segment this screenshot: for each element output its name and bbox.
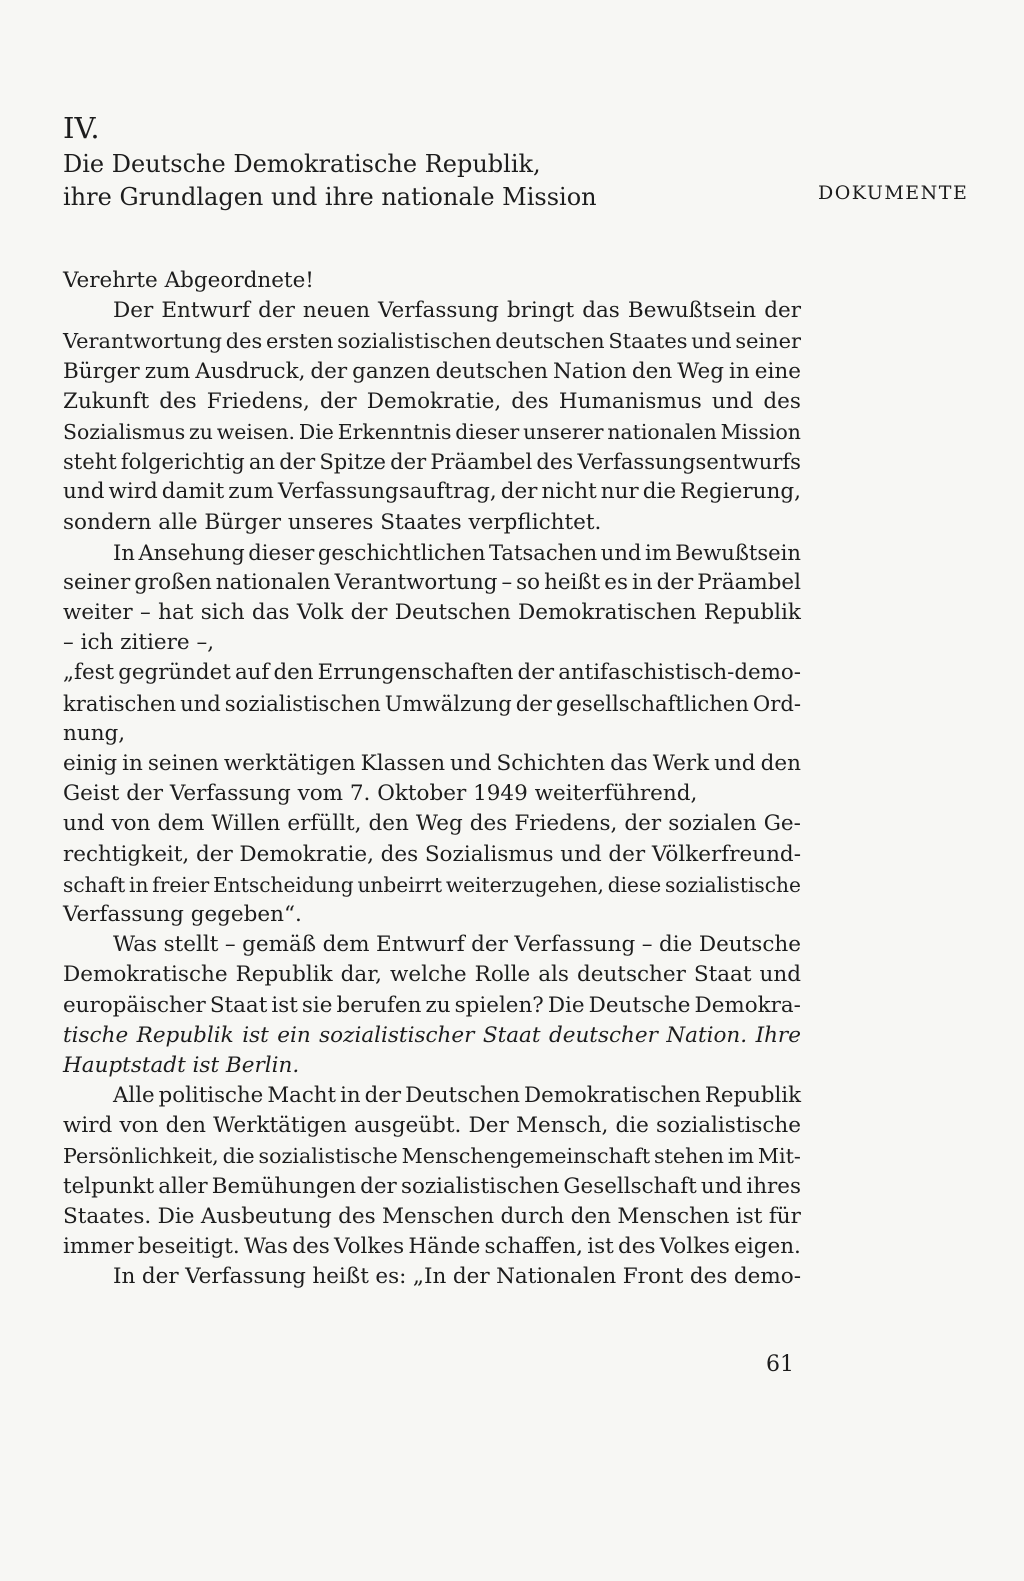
- text-line: Persönlichkeit, die sozialistische Menschengemeinschaft stehen im Mit-: [63, 1144, 801, 1169]
- text-line: und wird damit zum Verfassungsauftrag, der nicht nur die Regierung,: [63, 479, 801, 505]
- text-line: europäischer Staat ist sie berufen zu spielen? Die Deutsche Demokra-: [63, 992, 801, 1018]
- text-line: schaft in freier Entscheidung unbeirrt weiterzugehen, diese sozialistische: [63, 872, 801, 897]
- text-line: kratischen und sozialistischen Umwälzung der gesellschaftlichen Ord-: [63, 690, 801, 716]
- text-line: tische Republik ist ein sozialistischer Staat deutscher Nation. Ihre: [63, 1022, 801, 1048]
- text-line: weiter – hat sich das Volk der Deutschen Demokratischen Republik: [63, 600, 801, 626]
- text-line: Sozialismus zu weisen. Die Erkenntnis dieser unserer nationalen Mission: [63, 419, 801, 444]
- text-line: Alle politische Macht in der Deutschen Demokratischen Republik: [113, 1083, 801, 1109]
- chapter-title: [63, 148, 623, 214]
- text-line: nung,: [63, 720, 126, 746]
- section-label: DOKUMENTE: [818, 182, 969, 204]
- text-line: „fest gegründet auf den Errungenschaften der antifaschistisch-demo-: [63, 660, 801, 686]
- text-line: In der Verfassung heißt es: „In der Nationalen Front des demo-: [113, 1264, 801, 1290]
- text-line: Was stellt – gemäß dem Entwurf der Verfassung – die Deutsche: [113, 932, 801, 958]
- text-line: rechtigkeit, der Demokratie, des Sozialismus und der Völkerfreund-: [63, 841, 801, 867]
- text-line: Verehrte Abgeordnete!: [63, 268, 314, 293]
- chapter-title-line: Die Deutsche Demokratische Republik,: [63, 150, 541, 178]
- text-line: Geist der Verfassung vom 7. Oktober 1949 weiterführend,: [63, 781, 698, 807]
- text-line: und von dem Willen erfüllt, den Weg des Friedens, der sozialen Ge-: [63, 811, 801, 837]
- text-line: sondern alle Bürger unseres Staates verpflichtet.: [63, 509, 602, 535]
- text-line: immer beseitigt. Was des Volkes Hände schaffen, ist des Volkes eigen.: [63, 1234, 801, 1259]
- text-line: wird von den Werktätigen ausgeübt. Der Mensch, die sozialistische: [63, 1113, 801, 1139]
- text-line: Verantwortung des ersten sozialistischen deutschen Staates und seiner: [63, 329, 801, 354]
- text-line: seiner großen nationalen Verantwortung – so heißt es in der Präambel: [63, 569, 801, 595]
- chapter-title-line: ihre Grundlagen und ihre nationale Mission: [63, 183, 597, 211]
- text-line: Bürger zum Ausdruck, der ganzen deutschen Nation den Weg in eine: [63, 358, 801, 384]
- page-number: 61: [766, 1352, 794, 1377]
- text-line: steht folgerichtig an der Spitze der Präambel des Verfassungsentwurfs: [63, 449, 801, 475]
- text-line: Demokratische Republik dar, welche Rolle als deutscher Staat und: [63, 962, 801, 988]
- chapter-number: IV.: [63, 111, 100, 145]
- text-line: Hauptstadt ist Berlin.: [63, 1052, 300, 1078]
- text-line: Verfassung gegeben“.: [63, 901, 302, 927]
- text-line: Staates. Die Ausbeutung des Menschen durch den Menschen ist für: [63, 1203, 801, 1229]
- text-line: Zukunft des Friedens, der Demokratie, des Humanismus und des: [63, 388, 801, 414]
- text-line: telpunkt aller Bemühungen der sozialistischen Gesellschaft und ihres: [63, 1173, 801, 1199]
- text-line: Der Entwurf der neuen Verfassung bringt das Bewußtsein der: [113, 298, 801, 324]
- body-text: [63, 266, 801, 1292]
- text-line: In Ansehung dieser geschichtlichen Tatsachen und im Bewußtsein: [113, 539, 801, 565]
- text-line: einig in seinen werktätigen Klassen und Schichten das Werk und den: [63, 751, 801, 776]
- text-line: – ich zitiere –,: [63, 630, 215, 656]
